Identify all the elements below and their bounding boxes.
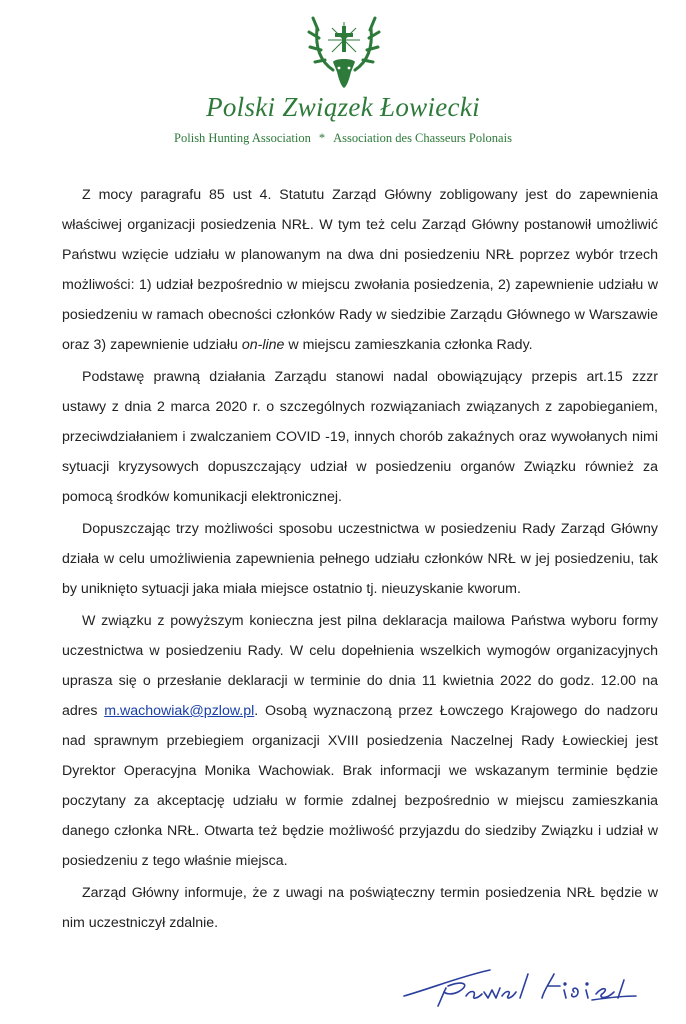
emphasis-online: on-line: [241, 337, 285, 353]
subtitle-separator: *: [318, 131, 326, 145]
handwritten-signature: [392, 962, 652, 1012]
organization-subtitle: [0, 131, 686, 146]
paragraph-5: Zarząd Główny informuje, że z uwagi na poświąteczny termin posiedzenia NRŁ będzie w nim uczestniczył zdalnie.: [62, 885, 658, 931]
paragraph-2: Podstawę prawną działania Zarządu stanowi nadal obowiązujący przepis art.15 zzzr ustawy z dnia 2 marca 2020 r. o szczególnych rozwiązaniach związanych z zapobieganiem, przeciwdziałaniem i zwalczaniem COVID -19, innych chorób zakaźnych oraz wywołanych nimi sytuacji kryzysowych dopuszczający udział w posiedzeniu organów Związku również za pomocą środków komunikacji elektronicznej.: [62, 369, 658, 505]
letterhead: [0, 0, 686, 160]
paragraph-4: W związku z powyższym konieczna jest pilna deklaracja mailowa Państwa wyboru formy uczestnictwa w posiedzeniu Rady. W celu dopełnienia wszelkich wymogów organizacyjnych uprasza się o przesłanie deklaracji w terminie do dnia 11 kwietnia 2022 do godz. 12.00 na adres m.wachowiak@pzlow.pl. Osobą wyznaczoną przez Łowczego Krajowego do nadzoru nad sprawnym przebiegiem organizacji XVIII posiedzenia Naczelnej Rady Łowieckiej jest Dyrektor Operacyjna Monika Wachowiak. Brak informacji we wskazanym terminie będzie poczytany za akceptację udziału w formie zdalnej bezpośrednio w miejscu zamieszkania danego członka NRŁ. Otwarta też będzie możliwość przyjazdu do siedziby Związku i udział w posiedzeniu z tego właśnie miejsca.: [62, 613, 658, 869]
deer-antlers-cross-emblem-icon: [303, 10, 385, 92]
letter-body: [62, 180, 658, 940]
organization-name: Polski Związek Łowiecki: [206, 92, 480, 122]
paragraph-3: Dopuszczając trzy możliwości sposobu uczestnictwa w posiedzeniu Rady Zarząd Główny działa w celu umożliwienia zapewnienia pełnego udziału członków NRŁ w jej posiedzeniu, tak by uniknięto sytuacji jaka miała miejsce ostatnio tj. nieuzyskanie kworum.: [62, 521, 658, 597]
subtitle-french: Association des Chasseurs Polonais: [333, 131, 512, 145]
paragraph-1: Z mocy paragrafu 85 ust 4. Statutu Zarząd Główny zobligowany jest do zapewnienia właściwej organizacji posiedzenia NRŁ. W tym też celu Zarząd Główny postanowił umożliwić Państwu wzięcie udziału w planowanym na dwa dni posiedzeniu NRŁ poprzez wybór trzech możliwości: 1) udział bezpośrednio w miejscu zwołania posiedzenia, 2) zapewnienie udziału w posiedzeniu w ramach obecności członków Rady w siedzibie Zarządu Głównego w Warszawie oraz 3) zapewnienie udziału on-line w miejscu zamieszkania członka Rady.: [62, 187, 658, 353]
subtitle-english: Polish Hunting Association: [174, 131, 311, 145]
email-link[interactable]: m.wachowiak@pzlow.pl: [104, 703, 255, 719]
